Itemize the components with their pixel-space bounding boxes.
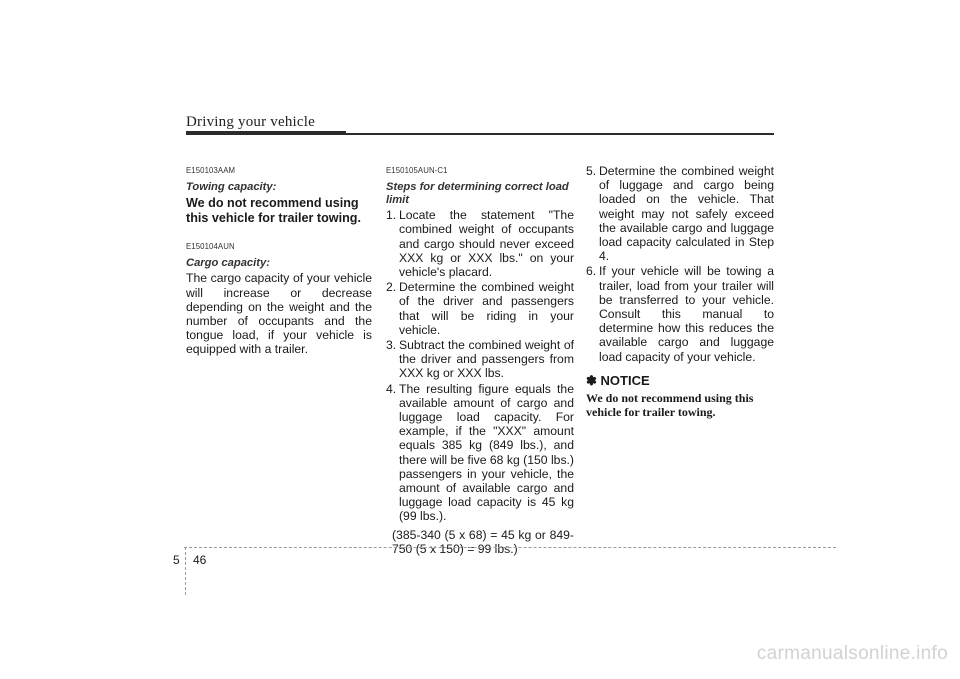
step-item [586,264,774,363]
chapter-number: 5 [173,553,180,567]
step-number: 5. [586,164,597,178]
column-middle [386,164,574,556]
section-code: E150104AUN [186,241,235,251]
step-text: Determine the combined weight of luggage and cargo being loaded on the vehicle. That weight may not safely exceed the available cargo and luggage load capacity calculated in Step 4. [599,164,774,264]
calculation-example: (385-340 (5 x 68) = 45 kg or 849-750 (5 x 150) = 99 lbs.) [392,527,574,556]
column-right [586,164,774,419]
steps-list [586,164,774,364]
section-code: E150103AAM [186,166,236,175]
step-item [386,208,574,279]
section-title: Driving your vehicle [186,114,315,130]
step-text: If your vehicle will be towing a trailer, load from your trailer will be transferred to your vehicle. Consult this manual to determine how this reduces the available cargo and luggage load capacity of your vehicle. [599,264,774,364]
step-number: 1. [386,208,397,223]
page-number: 46 [193,553,207,567]
cargo-capacity-paragraph: The cargo capacity of your vehicle will increase or decrease depending on the weight and the number of occupants and the tongue load, if your vehicle is equipped with a trailer. [186,271,372,357]
subheading-load-limit-steps: Steps for determining correct load limit [386,181,569,206]
step-item [586,164,774,263]
notice-heading [586,374,774,388]
footer-rule [184,547,836,548]
column-left [186,164,372,357]
step-text: The resulting figure equals the available amount of cargo and luggage load capacity. For example, if the "XXX" amount equals 385 kg (849 lbs.), and there will be five 68 kg (150 lbs.) passengers in your vehicle, the amount of available cargo and luggage load capacity is 45 kg (99 lbs.). [399,381,574,524]
notice-text: We do not recommend using this vehicle for trailer towing. [586,391,754,420]
steps-list [386,208,574,523]
watermark: carmanualsonline.info [756,643,948,664]
towing-warning-text: We do not recommend using this vehicle for trailer towing. [186,195,361,225]
subheading-cargo-capacity: Cargo capacity: [186,256,270,269]
header-rule [186,133,774,135]
section-code: E150105AUN-C1 [386,166,448,175]
step-item [386,338,574,381]
step-number: 6. [586,264,597,279]
step-item [386,280,574,337]
step-number: 4. [386,381,397,396]
step-text: Locate the statement "The combined weight of occupants and cargo should never exceed XXX kg or XXX lbs." on your vehicle's placard. [399,208,574,280]
notice-star-icon: ✽ [586,372,597,388]
step-number: 3. [386,338,397,353]
step-text: Subtract the combined weight of the driver and passengers from XXX kg or XXX lbs. [399,338,574,381]
step-item [386,382,574,524]
step-text: Determine the combined weight of the driver and passengers that will be riding in your vehicle. [399,280,574,337]
subheading-towing-capacity: Towing capacity: [186,181,277,194]
footer-divider [185,547,186,595]
notice-title: NOTICE [600,372,650,388]
step-number: 2. [386,280,397,295]
